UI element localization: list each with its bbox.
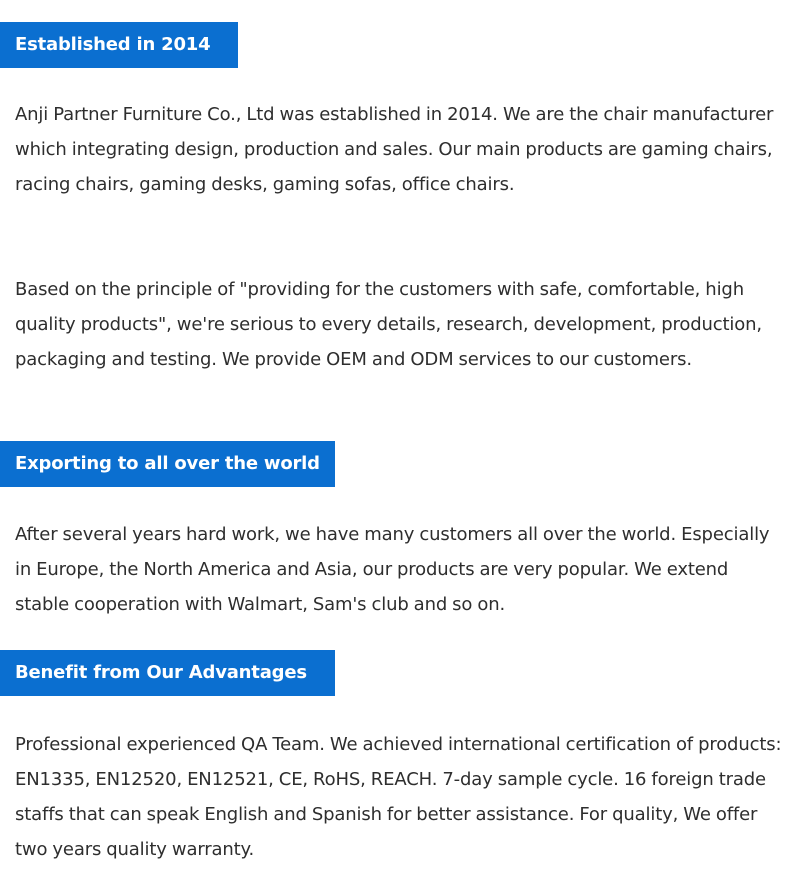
section-heading-advantages: Benefit from Our Advantages: [0, 650, 335, 696]
section-advantages: [0, 650, 335, 696]
section-heading-established: Established in 2014: [0, 22, 238, 68]
section-heading-exporting: Exporting to all over the world: [0, 441, 335, 487]
paragraph-company-intro: Anji Partner Furniture Co., Ltd was established in 2014. We are the chair manufacturer which integrating design, production and sales. Our main products are gaming chairs, racing chairs, gaming desks, gaming sofas, office chairs.: [15, 104, 774, 195]
section-exporting: [0, 441, 335, 487]
paragraph-principle: Based on the principle of "providing for the customers with safe, comfortable, high quality products", we're serious to every details, research, development, production, packaging and testing. We provide OEM and ODM services to our customers.: [15, 279, 762, 370]
section-established: [0, 22, 238, 68]
paragraph-customers: After several years hard work, we have many customers all over the world. Especially in Europe, the North America and Asia, our products are very popular. We extend stable cooperation with Walmart, Sam's club and so on.: [15, 524, 770, 615]
paragraph-advantages: Professional experienced QA Team. We achieved international certification of products: EN1335, EN12520, EN12521, CE, RoHS, REACH. 7-day sample cycle. 16 foreign trade staffs that can speak English and Spanish for better assistance. For quality, We offer two years quality warranty.: [15, 734, 782, 860]
